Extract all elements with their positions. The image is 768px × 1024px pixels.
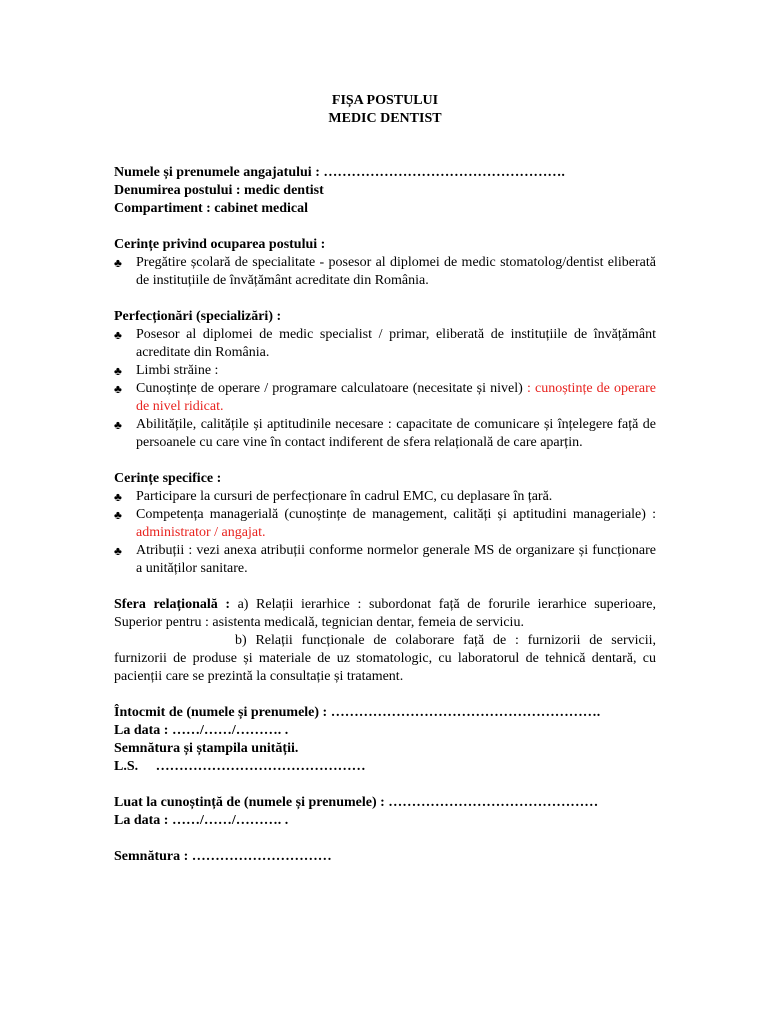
relations-label: Sfera relațională : bbox=[114, 597, 230, 612]
club-bullet-icon: ♣ bbox=[114, 364, 122, 378]
date-line-2: La data : ……/……/………. . bbox=[114, 813, 289, 828]
club-bullet-icon: ♣ bbox=[114, 328, 122, 342]
training-item-text: Cunoștințe de operare / programare calculatoare (necesitate și nivel) bbox=[136, 381, 527, 396]
specific-item bbox=[114, 506, 656, 542]
training-item-text: Posesor al diplomei de medic specialist / primar, eliberată de instituțiile de învățământ acreditate din România. bbox=[136, 327, 656, 360]
training-heading: Perfecționări (specializări) : bbox=[114, 309, 282, 324]
training-item-text: Limbi străine : bbox=[136, 363, 219, 378]
post-name-line: Denumirea postului : medic dentist bbox=[114, 183, 324, 198]
training-item bbox=[114, 362, 656, 380]
requirement-item bbox=[114, 254, 656, 290]
specific-heading: Cerințe specifice : bbox=[114, 471, 222, 486]
ls-line: L.S. ……………………………………… bbox=[114, 759, 366, 774]
document-body bbox=[114, 92, 656, 866]
club-bullet-icon: ♣ bbox=[114, 256, 122, 270]
date-line-1: La data : ……/……/………. . bbox=[114, 723, 289, 738]
relations-functional: b) Relații funcționale de colaborare față de : furnizorii de servicii, furnizorii de produse și materiale de uz stomatologic, cu laboratorul de tehnică dentară, cu pacienții care se prezintă la consultație și tratament. bbox=[114, 633, 656, 684]
training-item-text: Abilitățile, calitățile și aptitudinile necesare : capacitate de comunicare și înțelegere față de persoanele cu care vine în contact indiferent de sfera relațională de care aparțin. bbox=[136, 417, 656, 450]
specific-item-text: Competența managerială (cunoștințe de management, calități și aptitudini manageriale) : bbox=[136, 507, 656, 522]
specific-item-text: Participare la cursuri de perfecționare în cadrul EMC, cu deplasare în țară. bbox=[136, 489, 553, 504]
specific-item bbox=[114, 488, 656, 506]
department-line: Compartiment : cabinet medical bbox=[114, 201, 309, 216]
document-subtitle: MEDIC DENTIST bbox=[328, 111, 442, 126]
employee-name-dots: ……………………………………………. bbox=[323, 165, 565, 180]
specific-item-highlight: administrator / angajat. bbox=[136, 525, 266, 540]
training-item bbox=[114, 380, 656, 416]
relations-hierarchical: a) Relații ierarhice : subordonat față de forurile ierarhice superioare, Superior pentru : asistenta medicală, tegnician dentar, femeia de serviciu. bbox=[114, 597, 656, 630]
training-item-highlight: : cunoștințe de operare de nivel ridicat. bbox=[136, 381, 656, 414]
club-bullet-icon: ♣ bbox=[114, 544, 122, 558]
signature-line: Semnătura : ………………………… bbox=[114, 849, 332, 864]
training-item bbox=[114, 416, 656, 452]
club-bullet-icon: ♣ bbox=[114, 382, 122, 396]
training-item bbox=[114, 326, 656, 362]
stamp-line: Semnătura și ștampila unității. bbox=[114, 741, 299, 756]
employee-name-line bbox=[114, 164, 656, 182]
club-bullet-icon: ♣ bbox=[114, 418, 122, 432]
requirement-text: Pregătire școlară de specialitate - posesor al diplomei de medic stomatolog/dentist eliberată de instituțiile de învățământ acreditate din România. bbox=[136, 255, 656, 288]
relations-paragraph-a bbox=[114, 596, 656, 632]
club-bullet-icon: ♣ bbox=[114, 508, 122, 522]
acknowledged-line: Luat la cunoștință de (numele și prenumele) : ……………………………………… bbox=[114, 795, 599, 810]
document-title: FIȘA POSTULUI bbox=[331, 93, 439, 108]
specific-item bbox=[114, 542, 656, 578]
specific-item-text: Atribuții : vezi anexa atribuții conforme normelor generale MS de organizare și funcționare a unităților sanitare. bbox=[136, 543, 656, 576]
relations-paragraph-b bbox=[114, 632, 656, 686]
employee-name-label: Numele și prenumele angajatului : bbox=[114, 165, 320, 180]
club-bullet-icon: ♣ bbox=[114, 490, 122, 504]
requirements-heading: Cerințe privind ocuparea postului : bbox=[114, 237, 326, 252]
drafted-by-line: Întocmit de (numele și prenumele) : …………………………………………………. bbox=[114, 705, 601, 720]
